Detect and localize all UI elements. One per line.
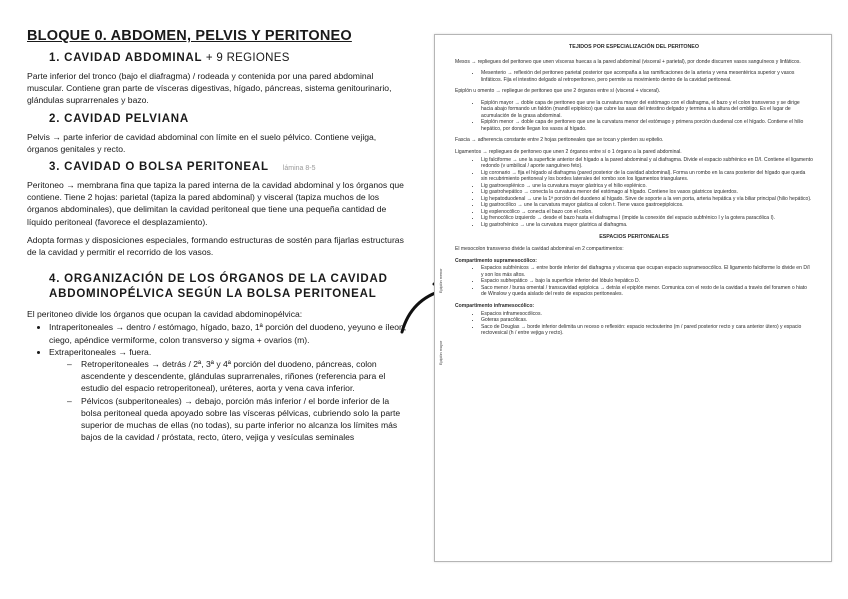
doc-supra-heading: Compartimento supramesocólico:	[455, 257, 537, 264]
list-item: • Lig falciforme → une la superficie anterior del hígado a la pared abdominal y al diafragma. Divide el espacio subfrénico en D/I. Contiene el ligamento redondo (v umbilical / aporte sanguíneo feto).	[481, 157, 813, 170]
list-item: • Lig coronario → fija el hígado al diafragma (pared posterior de la cavidad abdominal). Forma un rombo en la cara posterior del hígado que queda sin recubrimiento peritoneal y los bordes laterales del rombo son los ligamentos triangulares.	[481, 170, 813, 183]
notes-column	[27, 28, 407, 443]
list-item-pelvic: – Pélvicos (subperitoneales) → debajo, porción más inferior / el borde inferior de la bolsa peritoneal queda apoyado sobre las vísceras pélvicas, cubriendo solo la parte superior de muchas de ellas (no todas), su parte inferior no alcanza los límites más bajos de la cavidad / próstata, recto, útero, vejiga y vesículas seminales	[81, 395, 407, 444]
doc-epiplon: Epiplón u omento → repliegue de peritoneo que une 2 órganos entre sí (visceral + visceral).	[455, 88, 661, 95]
section-2-heading: 2. CAVIDAD PELVIANA	[49, 112, 190, 125]
list-item: • Espacio subhepático → bajo la superficie inferior del lóbulo hepático D.	[481, 278, 813, 285]
embedded-document-page	[434, 34, 832, 562]
list-item: • Espacios subfrénicos → entre borde inferior del diafragma y vísceras que ocupan espacio supramesocólico. El ligamento falciforme lo divide en D/I y son los más altos.	[481, 265, 813, 278]
list-item-extraperitoneal: • Extraperitoneales → fuera. – Retroperitoneales → detrás / 2ª, 3ª y 4ª porción del duodeno, páncreas, colon ascendente y descendente, glándulas suprarrenales, riñones (referencia para el estudio del espacio retroperitoneal), uréteres, aorta y vena cava inferior. – Pélvicos (subperitoneales) → debajo, porción más inferior / el borde inferior de la bolsa peritoneal queda apoyado sobre las vísceras pélvicas, cubriendo solo la parte superior de muchas de ellas (no todas), su parte inferior no alcanza los límites más bajos de la cavidad / próstata, recto, útero, vejiga y vesículas seminales	[49, 346, 407, 444]
list-item: • Lig gastroesplénico → une la curvatura mayor gástrica y el hilio esplénico.	[481, 183, 813, 190]
doc-subtitle: ESPACIOS PERITONEALES	[599, 233, 669, 240]
list-item: • Saco menor / bursa omental / transcavidad epiploica → detrás el epiplón menor. Comunica con el resto de la cavidad a través del foramen o hiato de Winslow y queda aislado del resto de espacios peritoneales.	[481, 285, 813, 298]
doc-mesos-list	[455, 70, 813, 83]
organ-list	[27, 321, 407, 443]
plate-reference: lámina 8-5	[282, 165, 316, 173]
section-3-heading: 3. CAVIDAD O BOLSA PERITONEAL lámina 8-5	[49, 161, 316, 174]
doc-infra-list	[455, 311, 813, 337]
section-2-text: Pelvis → parte inferior de cavidad abdominal con límite en el suelo pélvico. Contiene vejiga, órganos genitales y recto.	[27, 131, 377, 154]
section-3-text-1: Peritoneo → membrana fina que tapiza la pared interna de la cavidad abdominal y los órganos que contiene. Tiene 2 hojas: parietal (tapiza la pared abdominal) y visceral (tapiza muchos de los órganos abdominales), que delimitan la cavidad peritoneal que tiene una pequeña cantidad de líquido peritoneal (favorece el desplazamiento).	[27, 180, 404, 227]
list-item: • Goteras paracólicas.	[481, 317, 813, 324]
doc-infra-heading: Compartimento inframesocólico:	[455, 302, 535, 309]
doc-mesos: Mesos → repliegues del peritoneo que unen vísceras huecas a la pared abdominal (visceral + parietal), por donde discurren vasos sanguíneos y linfáticos.	[455, 58, 801, 65]
doc-mesocolon: El mesocolon transverso divide la cavidad abdominal en 2 compartimentos:	[455, 246, 624, 253]
list-item-intraperitoneal: • Intraperitoneales → dentro / estómago, hígado, bazo, 1ª porción del duodeno, yeyuno e íleon, ciego, apéndice vermiforme, colon transverso y sigma + ovarios (m).	[49, 321, 407, 345]
list-item: • Epiplón mayor → doble capa de peritoneo que une la curvatura mayor del estómago con el diafragma, el bazo y el colon transverso y se dirige hacia abajo formando un faldón (mandil epiploico) que cubre las asas del intestino delgado y termina a la altura del ombligo. Es el lugar de acumulación de la grasa abdominal.	[481, 100, 813, 120]
section-3-text-2: Adopta formas y disposiciones especiales, formando estructuras de sostén para fijarlas estructuras de la cavidad y permitir el recorrido de los vasos.	[27, 234, 404, 258]
list-item: • Mesenterio → reflexión del peritoneo parietal posterior que acompaña a las ramificaciones de la arteria y vena mesentérica superior y vasos linfáticos. Fija el intestino delgado al retroperitoneo, pero permite su movimiento dentro de la cavidad peritoneal.	[481, 70, 813, 83]
list-item: • Lig gastrohepático → conecta la curvatura menor del estómago al hígado. Contiene los vasos gástricos izquierdos.	[481, 189, 813, 196]
list-item: • Lig gastrofrénico → une la curvatura mayor gástrica al diafragma.	[481, 222, 813, 229]
section-1-text: Parte inferior del tronco (bajo el diafragma) / rodeada y contenida por una pared abdominal muscular. Contiene gran parte de vísceras digestivas, hígado, páncreas, sistema genitourinario, glándulas suprarrenales y bazo.	[27, 71, 392, 106]
doc-fascia: Fascia → adherencia constante entre 2 hojas peritoneales que se tocan y pierden su epitelio.	[455, 137, 664, 144]
section-4-intro: El peritoneo divide los órganos que ocupan la cavidad abdominopélvica:	[27, 309, 303, 320]
section-4-heading: 4. ORGANIZACIÓN DE LOS ÓRGANOS DE LA CAVIDAD ABDOMINOPÉLVICA SEGÚN LA BOLSA PERITONEAL	[49, 273, 388, 301]
list-item: • Epiplón menor → doble capa de peritoneo que une la curvatura menor del estómago y primera porción duodenal con el hígado. Contiene el hilio hepático, por donde llegan los vasos al hígado.	[481, 119, 813, 132]
list-item: • Lig esplenocólico → conecta el bazo con el colon.	[481, 209, 813, 216]
doc-ligament-list	[455, 157, 813, 229]
list-item: • Lig gastrocólico → une la curvatura mayor gástica al colon t. Tiene vasos gastroepiploicos.	[481, 202, 813, 209]
list-item: • Saco de Douglas → borde inferior delimita un receso o reflexión: espacio rectouterino (m / pared posterior recto y cara anterior útero) y espacio rectovesical (h / entre vejiga y recto).	[481, 324, 813, 337]
section-1-heading: 1. CAVIDAD ABDOMINAL + 9 REGIONES	[49, 52, 290, 64]
doc-title: TEJIDOS POR ESPECIALIZACIÓN DEL PERITONEO	[569, 44, 699, 50]
doc-supra-list	[455, 265, 813, 298]
doc-epiplon-list	[455, 100, 813, 133]
side-label-epiplon-menor: Epiplón menor	[439, 268, 443, 293]
list-item-retroperitoneal: – Retroperitoneales → detrás / 2ª, 3ª y 4ª porción del duodeno, páncreas, colon ascendente y descendente, glándulas suprarrenales, riñones (referencia para el estudio del espacio retroperitoneal), uréteres, aorta y vena cava inferior.	[81, 358, 407, 395]
page-title: BLOQUE 0. ABDOMEN, PELVIS Y PERITONEO	[27, 28, 352, 44]
doc-ligamentos: Ligamentos → repliegues de peritoneo que unen 2 órganos entre sí o 1 órgano a la pared abdominal.	[455, 149, 682, 156]
list-item: • Espacios inframesocólicos.	[481, 311, 813, 318]
side-label-epiplon-mayor: Epiplón mayor	[439, 340, 443, 365]
list-item: • Lig hepatoduodenal → une la 1ª porción del duodeno al hígado. Sirve de soporte a la ven porta, arteria hepática y vía biliar principal (hilio hepático).	[481, 196, 813, 203]
list-item: • Lig frenocólico izquierdo → desde el bazo hasta el diafragma I (impide la conexión del espacio subfrénico I y la gotera paracólica I).	[481, 215, 813, 222]
